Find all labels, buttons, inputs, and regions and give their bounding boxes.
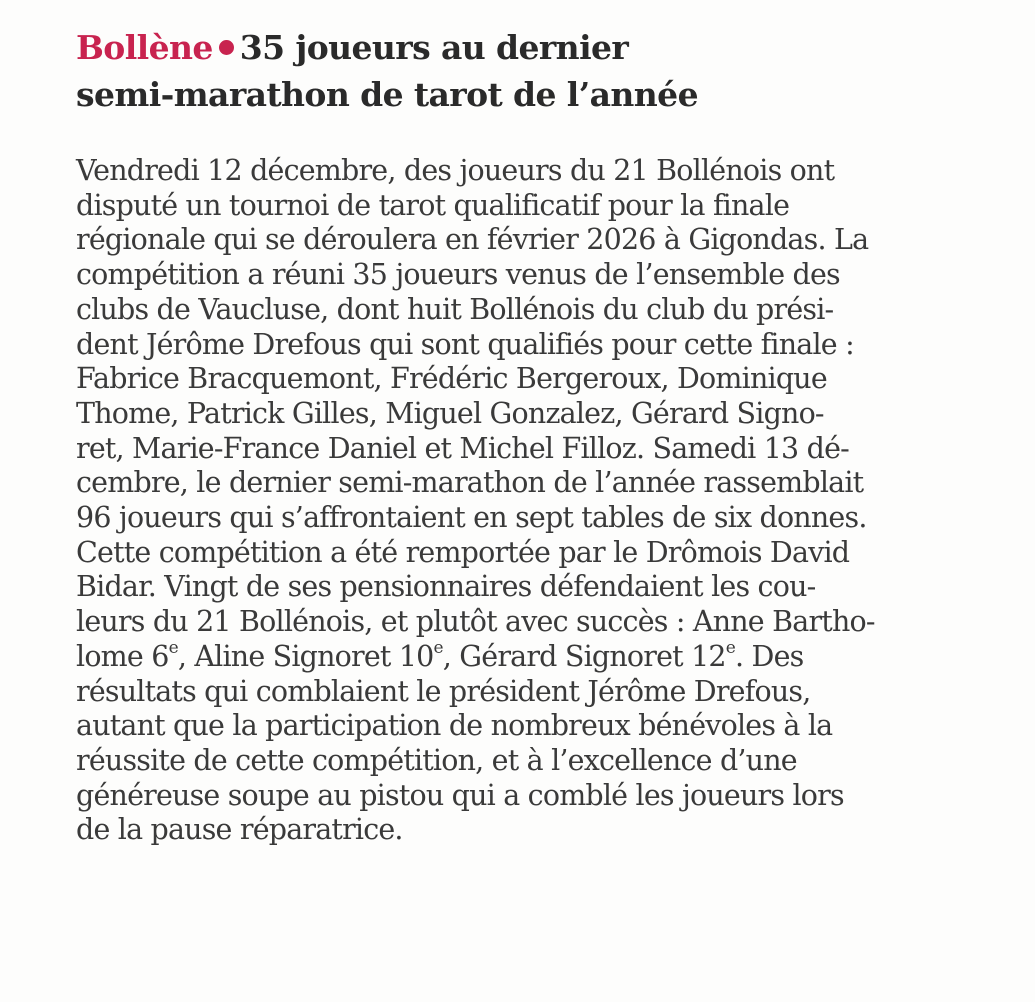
body-line: leurs du 21 Bollénois, et plutôt avec succès : Anne Bartho-	[76, 605, 875, 639]
body-line: réussite de cette compétition, et à l’excellence d’une	[76, 743, 797, 777]
body-line: Vendredi 12 décembre, des joueurs du 21 Bollénois ont	[76, 154, 835, 187]
body-line: régionale qui se déroulera en février 2026 à Gigondas. La	[76, 223, 869, 257]
body-line: Thome, Patrick Gilles, Miguel Gonzalez, Gérard Signo-	[76, 396, 824, 430]
body-line: Cette compétition a été remportée par le Drômois David	[76, 535, 850, 569]
ordinal-suffix: e	[725, 638, 736, 659]
ranking-text: , Aline Signoret 10	[177, 639, 434, 673]
body-line: généreuse soupe au pistou qui a comblé les joueurs lors	[76, 778, 844, 812]
headline-line	[76, 24, 1016, 71]
ranking-text: lome 6	[76, 639, 169, 673]
headline-line: semi-marathon de tarot de l’année	[76, 75, 698, 114]
body-line: compétition a réuni 35 joueurs venus de l’ensemble des	[76, 258, 840, 292]
body-line: dent Jérôme Drefous qui sont qualifiés pour cette finale :	[76, 327, 854, 361]
body-line: disputé un tournoi de tarot qualificatif pour la finale	[76, 188, 790, 222]
body-line: cembre, le dernier semi-marathon de l’année rassemblait	[76, 466, 864, 500]
ranking-text: . Des	[735, 639, 804, 673]
body-line: de la pause réparatrice.	[76, 813, 403, 847]
body-line: ret, Marie-France Daniel et Michel Filloz. Samedi 13 dé-	[76, 431, 849, 465]
body-line: clubs de Vaucluse, dont huit Bollénois du club du prési-	[76, 292, 834, 326]
ordinal-suffix: e	[168, 638, 178, 659]
headline-text: 35 joueurs au dernier	[239, 28, 629, 67]
body-line: Bidar. Vingt de ses pensionnaires défendaient les cou-	[76, 570, 816, 604]
body-line: autant que la participation de nombreux bénévoles à la	[76, 709, 833, 743]
article-body	[76, 154, 1016, 848]
ordinal-suffix: e	[433, 638, 443, 659]
ranking-line	[76, 640, 1016, 675]
bullet-icon	[219, 40, 234, 55]
ranking-text: , Gérard Signoret 12	[442, 639, 726, 673]
kicker-location: Bollène	[76, 28, 213, 67]
body-line: 96 joueurs qui s’affrontaient en sept tables de six donnes.	[76, 501, 867, 535]
headline	[76, 24, 1016, 118]
body-line: résultats qui comblaient le président Jérôme Drefous,	[76, 674, 811, 708]
body-line: Fabrice Bracquemont, Frédéric Bergeroux, Dominique	[76, 362, 827, 396]
